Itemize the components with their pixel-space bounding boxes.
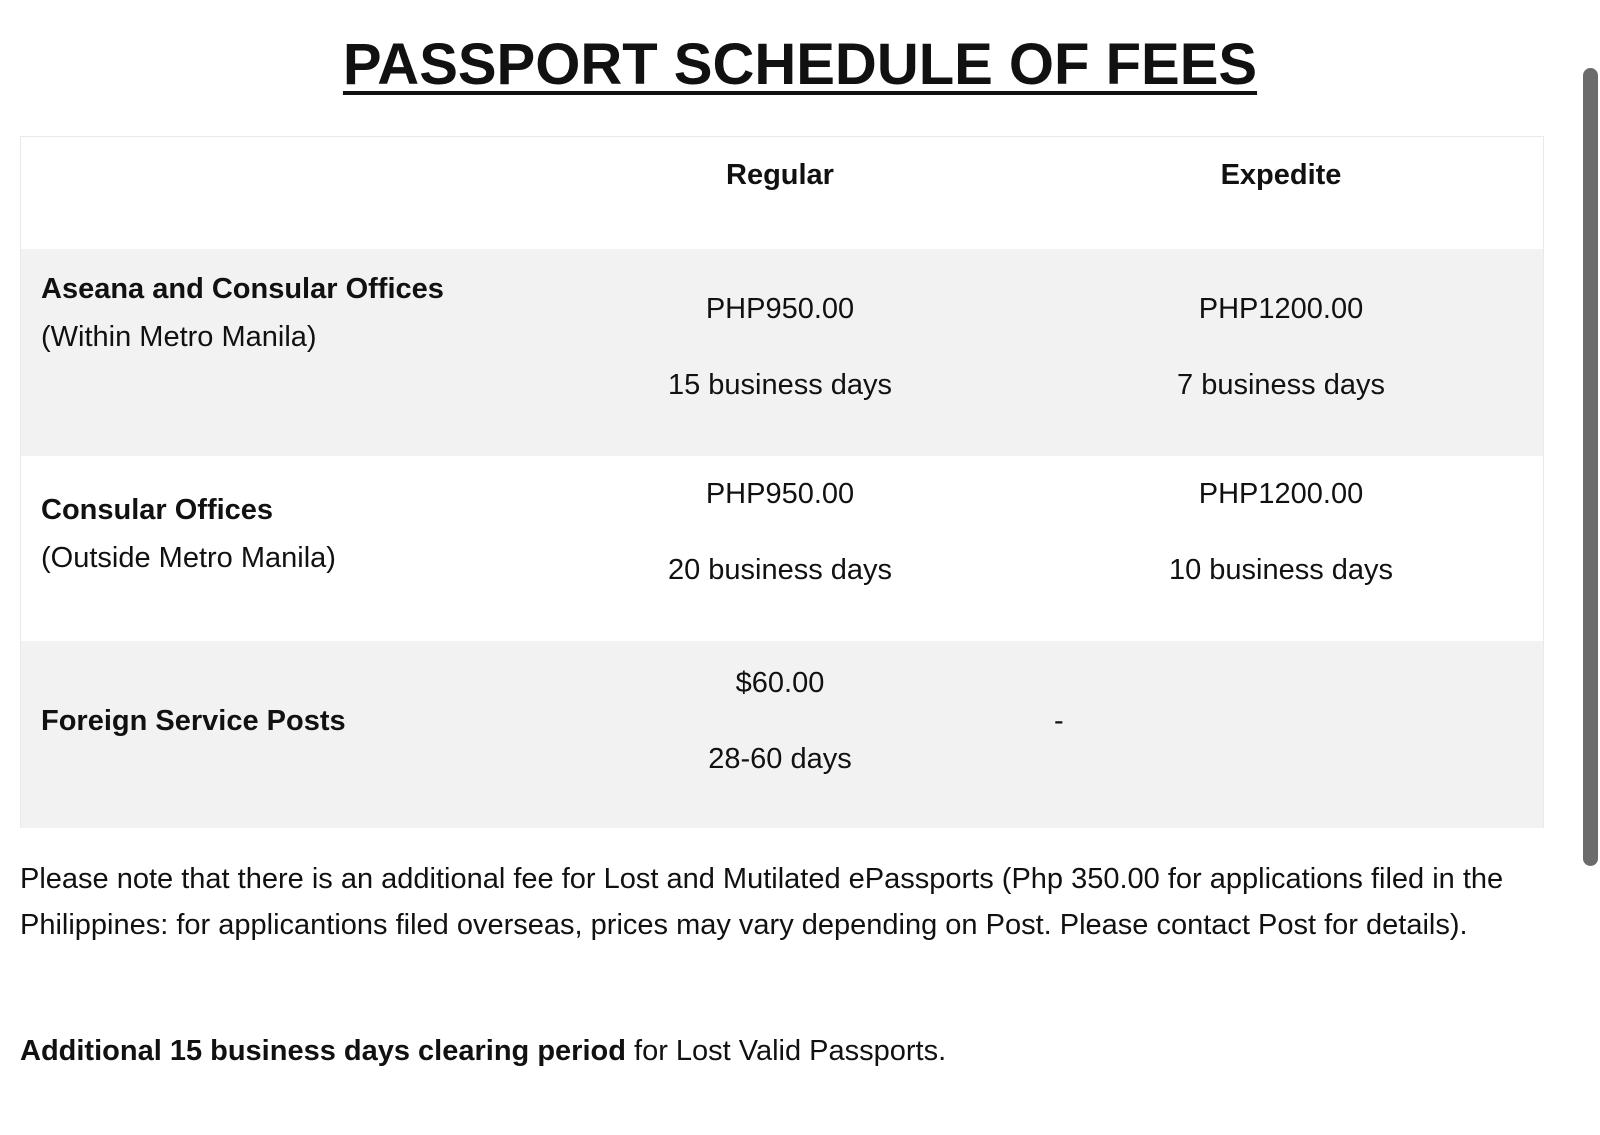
row-name: Consular Offices [41,494,274,526]
expedite-unavailable: - [1054,705,1064,737]
scrollbar-thumb[interactable] [1583,68,1598,866]
page-title [0,30,1600,100]
expedite-cell [1019,249,1543,456]
header-regular: Regular [726,159,834,191]
regular-fee: $60.00 [735,667,825,699]
regular-cell [541,641,1019,828]
regular-fee: PHP950.00 [705,478,855,510]
regular-cell [541,456,1019,641]
expedite-time: 10 business days [1168,554,1394,586]
regular-time: 15 business days [667,369,893,401]
header-expedite: Expedite [1220,159,1342,191]
row-label-cell [21,641,541,828]
row-label-cell [21,456,541,641]
regular-fee: PHP950.00 [705,293,855,325]
vertical-scrollbar[interactable] [1580,0,1600,1135]
row-subtitle: (Outside Metro Manila) [41,542,336,574]
expedite-cell [1019,641,1543,828]
row-label-cell [21,249,541,456]
table-row [21,456,1543,641]
clearing-period-note [20,1028,1520,1074]
regular-time: 20 business days [667,554,893,586]
expedite-fee: PHP1200.00 [1198,478,1364,510]
table-header-row [21,137,1543,249]
clearing-period-rest: for Lost Valid Passports. [625,1035,947,1067]
table-row [21,641,1543,828]
expedite-cell [1019,456,1543,641]
table-row [21,249,1543,456]
row-name: Aseana and Consular Offices [41,273,444,305]
page-title-text: PASSPORT SCHEDULE OF FEES [342,32,1258,97]
row-name: Foreign Service Posts [41,705,346,737]
fee-table [20,136,1544,828]
regular-cell [541,249,1019,456]
expedite-fee: PHP1200.00 [1198,293,1364,325]
row-subtitle: (Within Metro Manila) [41,321,317,353]
expedite-time: 7 business days [1177,369,1385,401]
regular-time: 28-60 days [708,743,852,775]
lost-passport-fee-note: Please note that there is an additional fee for Lost and Mutilated ePassports (Php 350.00 for applications filed in the Philippines: for applicantions filed overseas, prices may vary depending on Post. Please contact Post for details). [20,863,1504,941]
header-label-cell [21,137,541,249]
clearing-period-bold: Additional 15 business days clearing period [20,1035,626,1067]
